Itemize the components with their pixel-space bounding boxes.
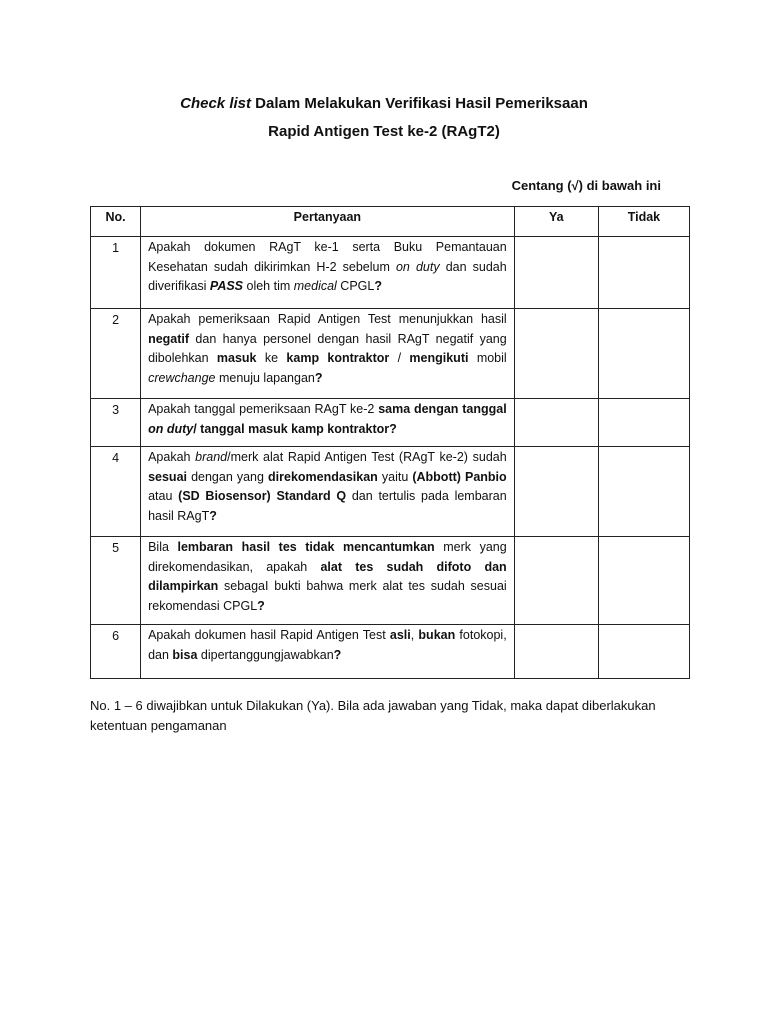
document-title-line-2: Rapid Antigen Test ke-2 (RAgT2) [268, 123, 500, 140]
title-rest-part: Dalam Melakukan Verifikasi Hasil Pemeriksaan [251, 95, 588, 112]
question-segment: ? [257, 598, 265, 613]
question-segment: dan tertulis pada lembaran hasil RAgT [148, 489, 507, 523]
question-segment: brand [195, 450, 228, 464]
question-segment: dengan yang [187, 469, 269, 484]
yes-checkbox-cell[interactable] [514, 447, 598, 537]
title-italic-part: Check list [180, 95, 251, 112]
yes-checkbox-cell[interactable] [514, 237, 598, 309]
question-segment: PASS [209, 279, 244, 293]
question-segment: kamp kontraktor [286, 351, 390, 365]
question-text [141, 237, 515, 309]
question-segment: , [410, 628, 419, 642]
question-segment: sebagaI bukti bahwa merk alat tes sudah sesuai rekomendasi CPGL [148, 579, 507, 613]
question-segment: yaitu [377, 469, 413, 484]
no-checkbox-cell[interactable] [598, 309, 689, 399]
question-text [141, 399, 515, 447]
question-segment: ? [209, 508, 217, 523]
question-segment: on duty [395, 259, 440, 274]
question-segment: Apakah pemeriksaan Rapid Antigen Test menunjukkan hasil [148, 312, 507, 326]
question-segment: sama dengan tanggal [378, 402, 507, 416]
question-segment: crewchange [148, 370, 216, 385]
table-header-row [91, 207, 690, 237]
no-checkbox-cell[interactable] [598, 399, 689, 447]
question-segment: dan sudah diverifikasi [148, 259, 507, 293]
question-segment: / tanggal masuk kamp kontraktor? [193, 421, 397, 436]
question-segment: mengikuti [409, 351, 469, 365]
question-segment: asli [389, 628, 411, 642]
question-segment: bisa [172, 647, 198, 662]
question-segment: Apakah tanggal pemeriksaan RAgT ke-2 [148, 402, 379, 416]
table-row [91, 625, 690, 679]
question-segment: /merk alat Rapid Antigen Test (RAgT ke-2) sudah [227, 450, 507, 464]
question-segment: ? [333, 647, 342, 662]
question-segment: ke [256, 351, 287, 365]
question-segment: masuk [216, 351, 257, 365]
no-checkbox-cell[interactable] [598, 237, 689, 309]
question-segment: Apakah [148, 450, 196, 464]
question-segment: fotokopi, dan [148, 628, 507, 662]
question-segment: menuju lapangan [215, 370, 315, 385]
table-row [91, 237, 690, 309]
table-row [91, 537, 690, 625]
checklist-table [90, 206, 690, 679]
question-segment: Bila [148, 540, 178, 554]
question-segment: CPGL [336, 279, 375, 293]
row-number: 4 [91, 447, 141, 537]
question-text [141, 625, 515, 679]
row-number: 6 [91, 625, 141, 679]
header-question: Pertanyaan [141, 207, 515, 237]
yes-checkbox-cell[interactable] [514, 399, 598, 447]
question-segment: merk yang direkomendasikan, apakah [148, 540, 507, 574]
header-yes: Ya [514, 207, 598, 237]
question-text [141, 447, 515, 537]
question-segment: Apakah dokumen hasil Rapid Antigen Test [148, 628, 390, 642]
table-row [91, 447, 690, 537]
question-segment: ? [374, 279, 382, 293]
question-segment: sesuai [148, 469, 187, 484]
table-row [91, 309, 690, 399]
no-checkbox-cell[interactable] [598, 447, 689, 537]
question-segment: Apakah dokumen RAgT ke-1 serta Buku Pemantauan Kesehatan sudah dikirimkan H-2 sebelum [148, 240, 507, 274]
no-checkbox-cell[interactable] [598, 625, 689, 679]
no-checkbox-cell[interactable] [598, 537, 689, 625]
checkmark-instruction: Centang (√) di bawah ini [511, 178, 661, 193]
footnote: No. 1 – 6 diwajibkan untuk Dilakukan (Ya). Bila ada jawaban yang Tidak, maka dapat diberlakukan ketentuan pengamanan [90, 698, 656, 733]
question-segment: ? [314, 370, 323, 385]
question-segment: oleh tim [243, 279, 294, 293]
question-segment: dan hanya personel dengan hasil RAgT negatif yang dibolehkan [148, 331, 507, 365]
question-segment: bukan [418, 628, 456, 642]
question-segment: (SD Biosensor) Standard Q [178, 489, 347, 503]
row-number: 5 [91, 537, 141, 625]
question-segment: dipertanggungjawabkan [197, 647, 334, 662]
question-segment: lembaran hasil tes tidak mencantumkan [177, 540, 435, 554]
row-number: 2 [91, 309, 141, 399]
question-segment: alat tes sudah difoto dan dilampirkan [148, 559, 507, 593]
question-segment: medical [293, 279, 337, 293]
question-text [141, 537, 515, 625]
document-title-line-1 [0, 94, 768, 114]
header-no-answer: Tidak [598, 207, 689, 237]
question-segment: atau [148, 489, 179, 503]
question-segment: / [389, 351, 410, 365]
yes-checkbox-cell[interactable] [514, 537, 598, 625]
table-row [91, 399, 690, 447]
question-segment: on duty [148, 421, 194, 436]
question-text [141, 309, 515, 399]
question-segment: direkomendasikan [268, 469, 378, 484]
header-no: No. [91, 207, 141, 237]
yes-checkbox-cell[interactable] [514, 309, 598, 399]
question-segment: negatif [148, 331, 190, 346]
question-segment: (Abbott) Panbio [412, 469, 507, 484]
row-number: 1 [91, 237, 141, 309]
yes-checkbox-cell[interactable] [514, 625, 598, 679]
question-segment: mobil [468, 351, 507, 365]
row-number: 3 [91, 399, 141, 447]
